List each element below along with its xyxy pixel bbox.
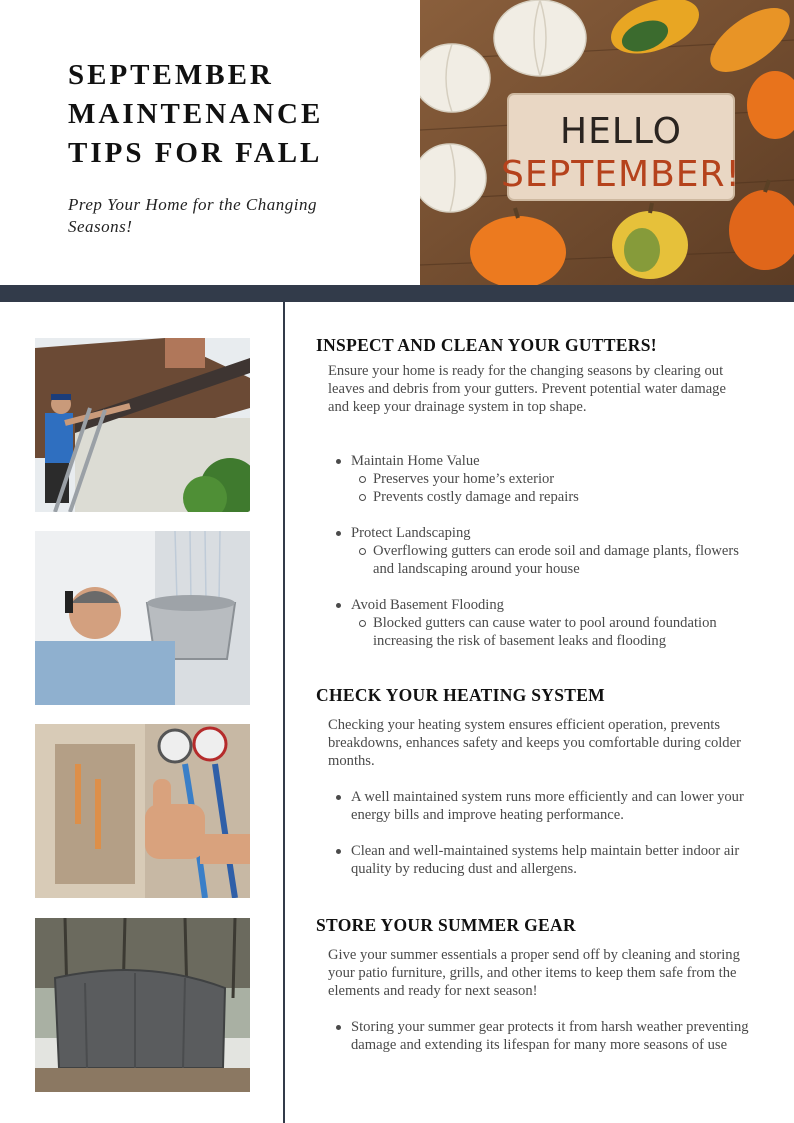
covered-patio-furniture-photo <box>35 918 250 1092</box>
hero-image-hello-september <box>420 0 794 285</box>
page-title <box>68 56 323 173</box>
gutters-bullet-list <box>351 452 751 668</box>
list-item <box>351 596 751 650</box>
section-title-summer-gear: STORE YOUR SUMMER GEAR <box>316 915 576 935</box>
list-item <box>351 452 751 506</box>
sign-text-september: SEPTEMBER! <box>501 154 741 195</box>
section-title-heating: CHECK YOUR HEATING SYSTEM <box>316 685 605 705</box>
list-item: A well maintained system runs more efficiently and can lower your energy bills and improve heating performance. <box>351 788 751 824</box>
title-line: MAINTENANCE <box>68 98 324 130</box>
header-divider-band <box>0 285 794 302</box>
section-title-gutters: INSPECT AND CLEAN YOUR GUTTERS! <box>316 335 657 355</box>
sub-list-item: Blocked gutters can cause water to pool around foundation increasing the risk of basement leaks and flooding <box>373 614 751 650</box>
bullet-text: Avoid Basement Flooding <box>351 597 504 613</box>
title-line: TIPS FOR FALL <box>68 137 323 169</box>
list-item <box>351 524 751 578</box>
section-intro-heating: Checking your heating system ensures efficient operation, prevents breakdowns, enhances safety and keeps you comfortable during colder months. <box>328 717 741 769</box>
bullet-text: Maintain Home Value <box>351 453 480 469</box>
gutter-cleaning-photo <box>35 338 250 512</box>
bullet-text: Protect Landscaping <box>351 525 471 541</box>
heating-bullet-list <box>351 788 751 896</box>
furniture-cover <box>55 970 225 1068</box>
sub-list-item: Prevents costly damage and repairs <box>373 488 751 506</box>
sign-text-hello: HELLO <box>560 111 682 152</box>
list-item: Storing your summer gear protects it from harsh weather preventing damage and extending its lifespan for many more seasons of use <box>351 1018 751 1054</box>
section-intro-gutters: Ensure your home is ready for the changing seasons by clearing out leaves and debris from your gutters. Prevent potential water damage and keep your drainage system in top shape. <box>328 363 726 415</box>
page-subtitle: Prep Your Home for the Changing Seasons! <box>68 195 317 236</box>
sub-list-item: Overflowing gutters can erode soil and damage plants, flowers and landscaping around your house <box>373 542 751 578</box>
sub-list-item: Preserves your home’s exterior <box>373 470 751 488</box>
summer-gear-bullet-list <box>351 1018 751 1072</box>
list-item: Clean and well-maintained systems help maintain better indoor air quality by reducing dust and allergens. <box>351 842 751 878</box>
heating-system-photo <box>35 724 250 898</box>
hero-illustration <box>420 0 794 285</box>
leaking-roof-photo <box>35 531 250 705</box>
title-line: SEPTEMBER <box>68 59 274 91</box>
vertical-divider <box>283 302 285 1123</box>
section-intro-summer-gear: Give your summer essentials a proper send off by cleaning and storing your patio furniture, grills, and other items to keep them safe from the elements and ready for next season! <box>328 947 740 999</box>
